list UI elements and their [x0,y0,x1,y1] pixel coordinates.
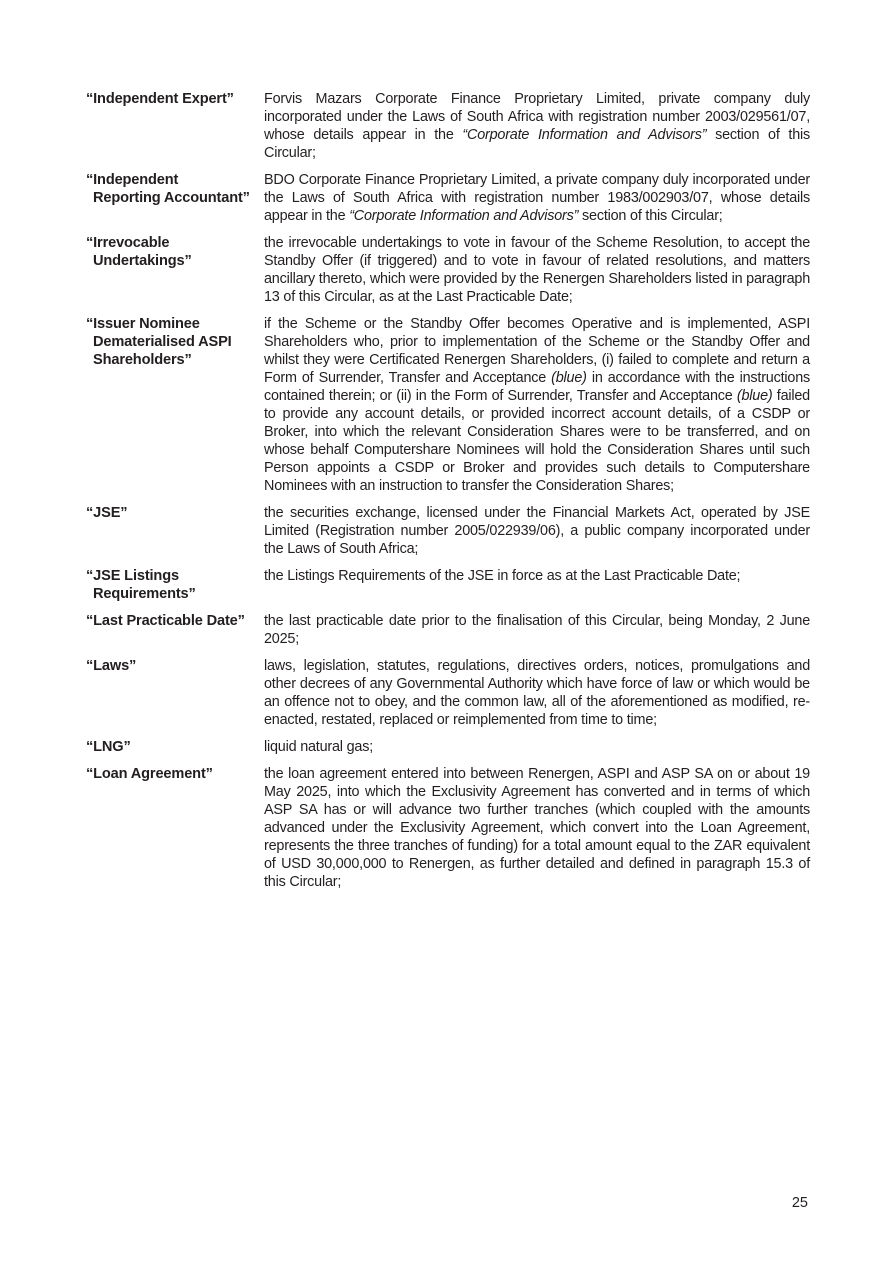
definition-term: “Last Practicable Date” [86,613,245,629]
definition-term: “Issuer Nominee Dematerialised ASPI Shareholders” [86,316,232,368]
definition-text: BDO Corporate Finance Proprietary Limited, a private company duly incorporated under the Laws of South Africa with registration number 1983/002903/07, whose details appear in the “Corporate Information and Advisors” section of this Circular; [264,172,810,224]
definition-entry [86,504,810,558]
page-number: 25 [791,1195,808,1211]
definition-entry [86,90,810,162]
definition-entry [86,234,810,306]
definition-entry [86,612,810,648]
definition-entry [86,765,810,891]
definition-text: the securities exchange, licensed under the Financial Markets Act, operated by JSE Limited (Registration number 2005/022939/06), a public company incorporated under the Laws of South Africa; [264,505,810,557]
definition-text: Forvis Mazars Corporate Finance Proprietary Limited, private company duly incorporated under the Laws of South Africa with registration number 2003/029561/07, whose details appear in the “Corporate Information and Advisors” section of this Circular; [264,91,810,161]
definition-term: “Independent Expert” [86,91,234,107]
definition-text: the Listings Requirements of the JSE in force as at the Last Practicable Date; [264,568,741,584]
definition-term: “LNG” [86,739,131,755]
definition-entry [86,171,810,225]
definition-term: “JSE” [86,505,128,521]
definition-term: “JSE Listings Requirements” [86,568,196,602]
definition-term: “Irrevocable Undertakings” [86,235,192,269]
definition-text: if the Scheme or the Standby Offer becomes Operative and is implemented, ASPI Shareholders who, prior to implementation of the Scheme or the Standby Offer and whilst they were Certificated Renergen Shareholders, (i) failed to complete and return a Form of Surrender, Transfer and Acceptance (blue) in accordance with the instructions contained therein; or (ii) in the Form of Surrender, Transfer and Acceptance (blue) failed to provide any account details, or provided incorrect account details, of a CSDP or Broker, into which the relevant Consideration Shares were to be transferred, and on whose behalf Computershare Nominees will hold the Consideration Shares until such Person appoints a CSDP or Broker and provides such details to Computershare Nominees with an instruction to transfer the Consideration Shares; [264,316,810,494]
definition-term: “Loan Agreement” [86,766,213,782]
definition-text: the last practicable date prior to the finalisation of this Circular, being Monday, 2 June 2025; [264,613,810,647]
definition-term: “Independent Reporting Accountant” [86,172,250,206]
definition-entry [86,567,810,603]
definitions-list [86,90,810,900]
definition-text: liquid natural gas; [264,739,373,755]
definition-text: the loan agreement entered into between Renergen, ASPI and ASP SA on or about 19 May 2025, into which the Exclusivity Agreement has converted and in terms of which ASP SA has or will advance two further tranches (which coupled with the amounts advanced under the Exclusivity Agreement, which convert into the Loan Agreement, represents the three tranches of funding) for a total amount equal to the ZAR equivalent of USD 30,000,000 to Renergen, as further detailed and defined in paragraph 15.3 of this Circular; [264,766,810,890]
definition-text: the irrevocable undertakings to vote in favour of the Scheme Resolution, to accept the Standby Offer (if triggered) and to vote in favour of related resolutions, and matters ancillary thereto, which were provided by the Renergen Shareholders listed in paragraph 13 of this Circular, as at the Last Practicable Date; [264,235,810,305]
definition-text: laws, legislation, statutes, regulations, directives orders, notices, promulgations and other decrees of any Governmental Authority which have force of law or which would be an offence not to obey, and the common law, all of the aforementioned as modified, re-enacted, restated, replaced or reimplemented from time to time; [264,658,810,728]
definition-entry [86,315,810,495]
definition-entry [86,738,810,756]
definition-entry [86,657,810,729]
definition-term: “Laws” [86,658,137,674]
